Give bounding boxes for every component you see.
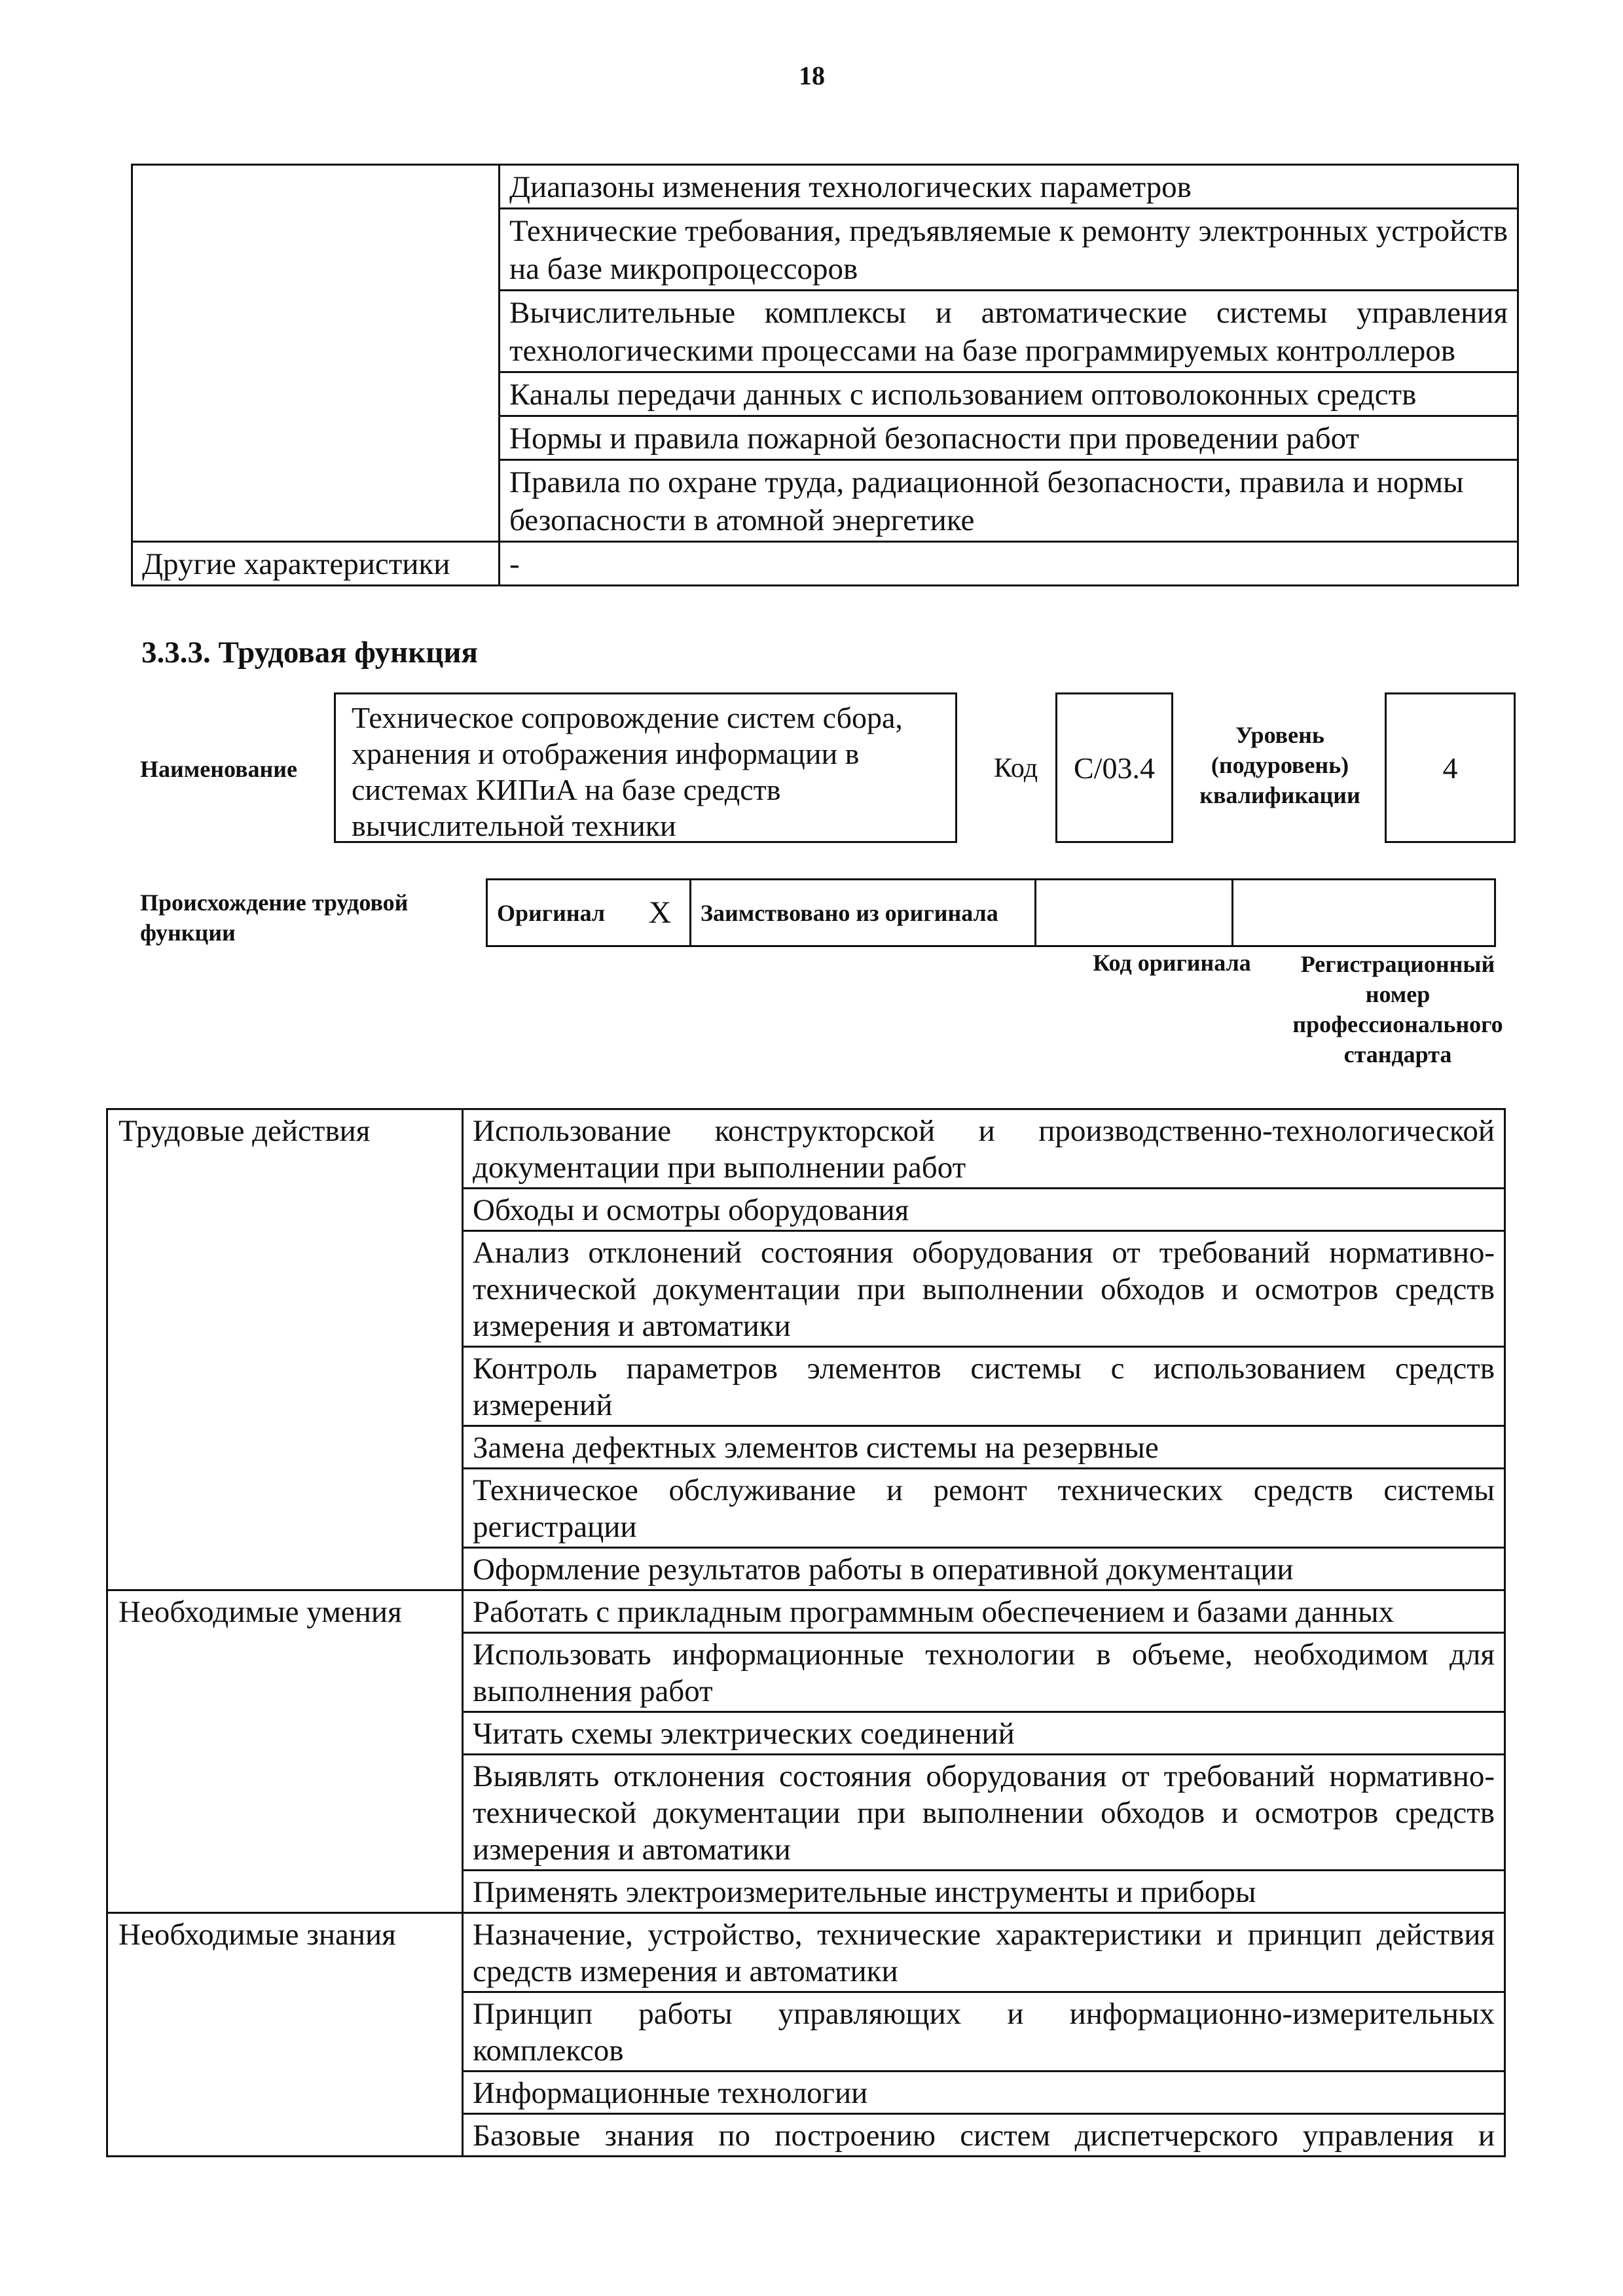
table-cell: Диапазоны изменения технологических параметров (500, 165, 1518, 209)
page-number: 18 (799, 61, 825, 90)
table-row (132, 165, 1518, 209)
row-label: Другие характеристики (132, 542, 500, 586)
group-label-knowledge: Необходимые знания (107, 1913, 463, 2157)
code-box: C/03.4 (1055, 692, 1173, 843)
table-cell: Технические требования, предъявляемые к ремонту электронных устройств на базе микропроцессоров (500, 209, 1518, 291)
group-label-actions: Трудовые действия (107, 1109, 463, 1590)
function-name-box: Техническое сопровождение систем сбора, хранения и отображения информации в системах КИПиА на базе средств вычислительной техники (334, 692, 957, 843)
table-row (487, 880, 1495, 946)
table-cell: Принцип работы управляющих и информационно-измерительных комплексов (463, 1992, 1505, 2072)
origin-reg-cell (1233, 880, 1495, 946)
table-cell: Читать схемы электрических соединений (463, 1712, 1505, 1755)
origin-code-caption: Код оригинала (1093, 950, 1251, 976)
table-cell: Информационные технологии (463, 2072, 1505, 2114)
table-cell: Правила по охране труда, радиационной безопасности, правила и нормы безопасности в атомной энергетике (500, 460, 1518, 542)
name-label: Наименование (140, 756, 297, 782)
table-cell: Замена дефектных элементов системы на резервные (463, 1426, 1505, 1469)
origin-reg-caption: Регистрационный номер профессионального стандарта (1292, 951, 1503, 1067)
table-row (107, 1109, 1505, 1189)
origin-original-label: Оригинал (487, 880, 631, 946)
origin-borrowed-label: Заимствовано из оригинала (691, 880, 1036, 946)
table-cell: Анализ отклонений состояния оборудования от требований нормативно-технической документации при выполнении обходов и осмотров средств измерения и автоматики (463, 1231, 1505, 1347)
table-cell-empty (132, 165, 500, 542)
origin-code-cell (1036, 880, 1233, 946)
group-label-skills: Необходимые умения (107, 1590, 463, 1913)
table-cell: Выявлять отклонения состояния оборудования от требований нормативно-технической документации при выполнении обходов и осмотров средств измерения и автоматики (463, 1755, 1505, 1871)
table-cell: Вычислительные комплексы и автоматические системы управления технологическими процессами на базе программируемых контроллеров (500, 291, 1518, 372)
table-row (107, 1913, 1505, 1992)
table-cell: Обходы и осмотры оборудования (463, 1189, 1505, 1231)
code-label: Код (994, 753, 1038, 783)
level-label: Уровень (подуровень) квалификации (1199, 722, 1360, 808)
table-cell: Использовать информационные технологии в объеме, необходимом для выполнения работ (463, 1633, 1505, 1712)
table-cell: - (500, 542, 1518, 586)
level-box: 4 (1385, 692, 1516, 843)
knowledge-table-continued (131, 164, 1519, 586)
table-row (107, 1590, 1505, 1633)
origin-table (486, 878, 1496, 947)
table-cell: Нормы и правила пожарной безопасности при проведении работ (500, 416, 1518, 460)
table-cell: Оформление результатов работы в оперативной документации (463, 1548, 1505, 1590)
table-cell: Контроль параметров элементов системы с использованием средств измерений (463, 1347, 1505, 1426)
origin-label: Происхождение трудовой функции (140, 889, 409, 946)
table-cell: Использование конструкторской и производственно-технологической документации при выполнении работ (463, 1109, 1505, 1189)
table-cell: Техническое обслуживание и ремонт технических средств системы регистрации (463, 1469, 1505, 1548)
table-cell: Каналы передачи данных с использованием оптоволоконных средств (500, 372, 1518, 416)
table-cell: Применять электроизмерительные инструменты и приборы (463, 1871, 1505, 1913)
origin-mark: X (630, 880, 691, 946)
function-details-table (106, 1108, 1506, 2157)
section-title: 3.3.3. Трудовая функция (141, 636, 478, 670)
table-cell: Назначение, устройство, технические характеристики и принцип действия средств измерения и автоматики (463, 1913, 1505, 1992)
table-row (132, 542, 1518, 586)
table-cell: Базовые знания по построению систем диспетчерского управления и (463, 2114, 1505, 2157)
table-cell: Работать с прикладным программным обеспечением и базами данных (463, 1590, 1505, 1633)
